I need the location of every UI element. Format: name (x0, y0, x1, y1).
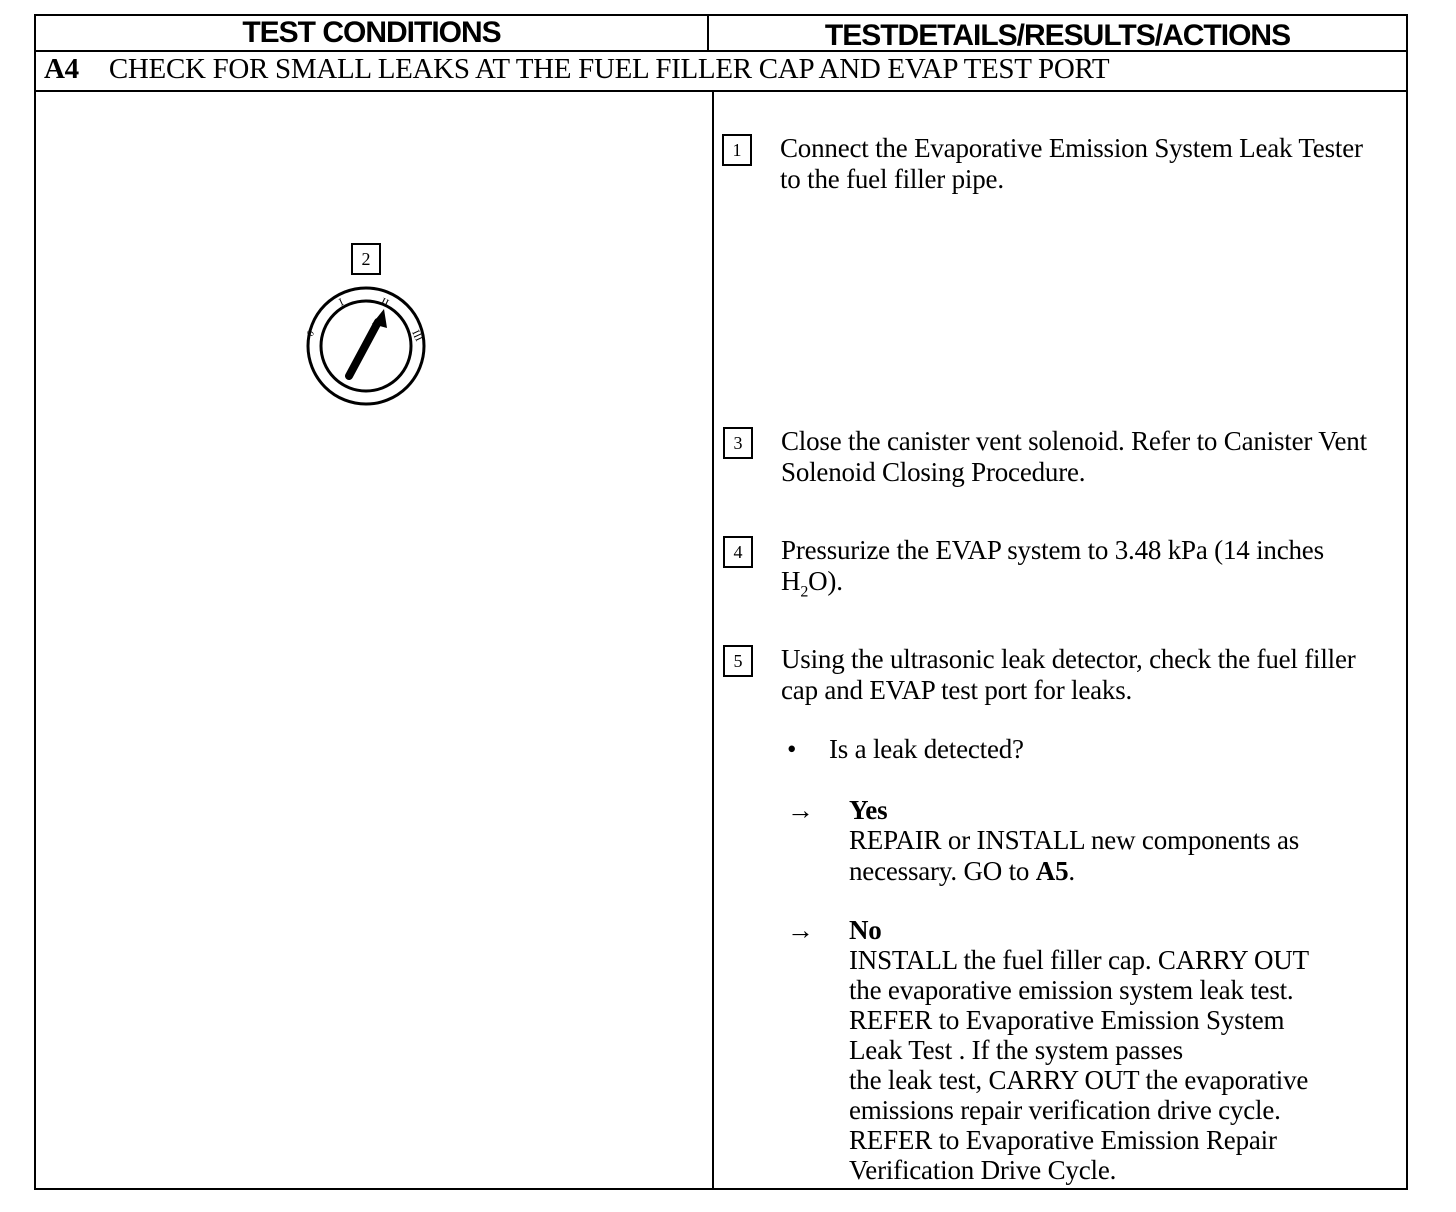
step-4-line-2 (781, 566, 843, 601)
question-text: Is a leak detected? (829, 734, 1024, 764)
no-action-line: the leak test, CARRY OUT the evaporative (849, 1065, 1309, 1095)
yes-action-end: . (1068, 856, 1075, 886)
step-3-text: Close the canister vent solenoid. Refer to Canister Vent Solenoid Closing Procedure. (781, 426, 1367, 487)
dial-label-0: 0 (305, 328, 318, 339)
yes-action-text (849, 825, 1369, 887)
column-header-test-conditions: TEST CONDITIONS (242, 16, 501, 49)
no-action-line: REFER to Evaporative Emission Repair (849, 1125, 1277, 1155)
step-number-3: 3 (723, 427, 753, 459)
step-5-text: Using the ultrasonic leak detector, check the fuel filler cap and EVAP test port for leaks. (781, 644, 1356, 705)
no-action-line: Verification Drive Cycle. (849, 1155, 1117, 1185)
body-column-divider (712, 90, 714, 1190)
section-title (44, 52, 1109, 86)
no-action-line: the evaporative emission system leak test. (849, 975, 1294, 1005)
dial-label-1: I (337, 296, 346, 309)
step-4-h: H (781, 566, 801, 596)
column-header-test-details: TESTDETAILS/RESULTS/ACTIONS (824, 19, 1291, 52)
yes-label: Yes (849, 795, 888, 825)
yes-action-goto-step: A5 (1035, 856, 1069, 886)
no-action-line: REFER to Evaporative Emission System (849, 1005, 1285, 1035)
yes-arrow-icon: → (787, 795, 814, 825)
no-action-text (849, 945, 1399, 1185)
step-number-5: 5 (723, 645, 753, 677)
no-action-line: emissions repair verification drive cycle. (849, 1095, 1281, 1125)
dial-needle (349, 322, 378, 376)
section-title-text: CHECK FOR SMALL LEAKS AT THE FUEL FILLER CAP AND EVAP TEST PORT (108, 53, 1110, 85)
section-divider (34, 90, 1408, 92)
dial-label-3: III (409, 328, 425, 344)
yes-action-main: REPAIR or INSTALL new components as necessary. GO to (849, 825, 1300, 886)
dial-label-2: II (378, 295, 391, 310)
step-number-4: 4 (723, 536, 753, 568)
step-number-1: 1 (722, 134, 752, 166)
no-arrow-icon: → (787, 915, 814, 945)
step-4-line-1: Pressurize the EVAP system to 3.48 kPa (14 inches (781, 535, 1324, 565)
step-1-text: Connect the Evaporative Emission System Leak Tester to the fuel filler pipe. (780, 133, 1363, 194)
figure-step-number: 2 (351, 243, 381, 275)
step-4-text (781, 535, 1421, 607)
no-label: No (849, 915, 882, 945)
section-code: A4 (44, 53, 79, 85)
no-action-line: Leak Test . If the system passes (849, 1035, 1183, 1065)
no-action-line: INSTALL the fuel filler cap. CARRY OUT (849, 945, 1309, 975)
step-4-o: O). (808, 566, 843, 596)
ignition-dial-illustration (294, 282, 454, 412)
step-4-subscript: 2 (800, 583, 809, 601)
question-bullet: • (787, 734, 797, 764)
